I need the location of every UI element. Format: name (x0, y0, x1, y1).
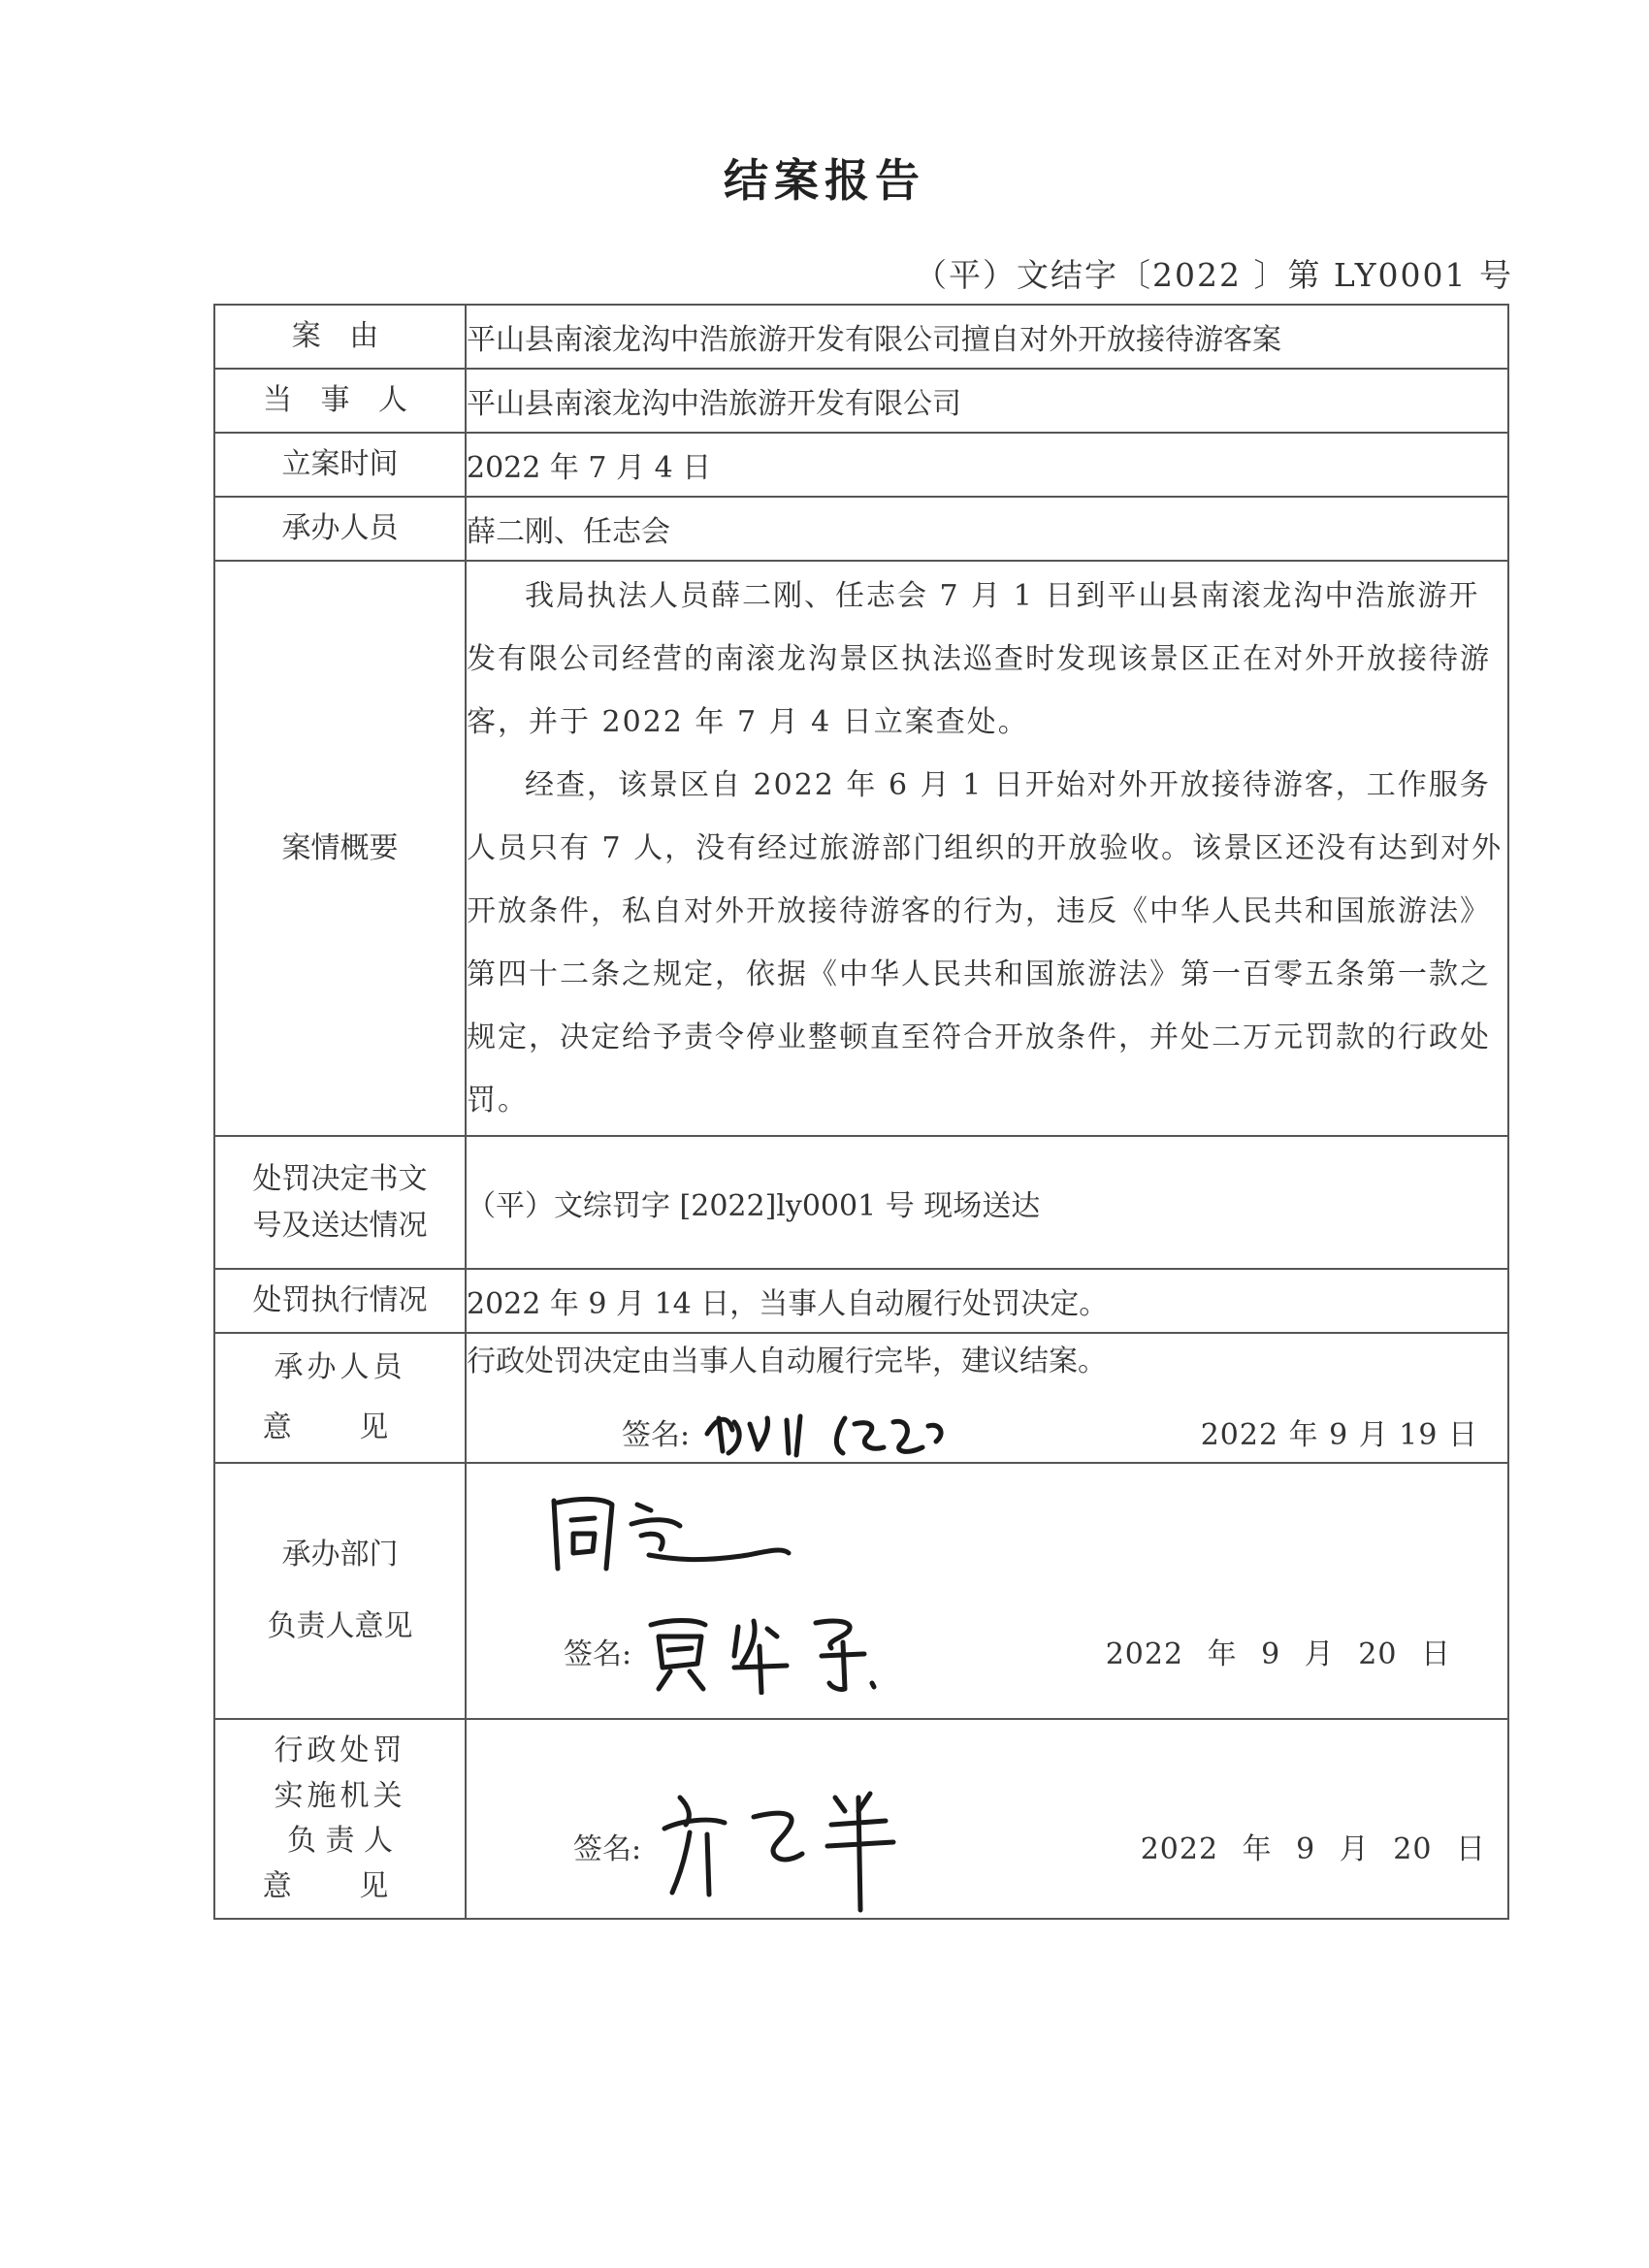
label-line: 意 见 (262, 1868, 418, 1903)
handler-signature (699, 1405, 990, 1459)
value-party: 平山县南滚龙沟中浩旅游开发有限公司 (466, 369, 1508, 433)
label-line: 处罚决定书文 (252, 1161, 428, 1196)
row-execution (214, 1269, 1508, 1333)
handler-sign-date: 2022 年 9 月 19 日 (1200, 1418, 1478, 1452)
row-dept-opinion (214, 1463, 1508, 1719)
report-title: 结案报告 (724, 154, 925, 207)
row-decision-doc (214, 1136, 1508, 1269)
summary-paragraph: 我局执法人员薛二刚、任志会 7 月 1 日到平山县南滚龙沟中浩旅游开发有限公司经营的南滚龙沟景区执法巡查时发现该景区正在对外开放接待游客，并于 2022 年 7 月 4 日立案查处。 (467, 579, 1491, 739)
value-filing-date: 2022 年 7 月 4 日 (466, 433, 1508, 497)
label-summary: 案情概要 (214, 561, 466, 1136)
agency-signature-line (573, 1778, 1486, 1914)
handler-opinion-text: 行政处罚决定由当事人自动履行完毕，建议结案。 (467, 1345, 1107, 1378)
value-execution: 2022 年 9 月 14 日，当事人自动履行处罚决定。 (466, 1269, 1508, 1333)
row-summary (214, 561, 1508, 1136)
value-handler-opinion (466, 1333, 1508, 1463)
case-closing-table (213, 304, 1509, 1920)
label-agency-opinion (214, 1719, 466, 1919)
label-decision-doc (214, 1136, 466, 1269)
label-handler-opinion (214, 1333, 466, 1463)
label-line: 实施机关 (274, 1778, 406, 1813)
dept-handwritten-opinion (544, 1491, 796, 1586)
row-party (214, 369, 1508, 433)
value-agency-opinion (466, 1719, 1508, 1919)
label-line: 号及送达情况 (252, 1208, 428, 1243)
label-handlers: 承办人员 (214, 497, 466, 561)
row-handler-opinion (214, 1333, 1508, 1463)
dept-sign-date: 2022 年 9 月 20 日 (1105, 1637, 1451, 1671)
sign-label: 签名: (573, 1832, 642, 1866)
row-agency-opinion (214, 1719, 1508, 1919)
value-summary (466, 561, 1508, 1136)
sign-label: 签名: (564, 1637, 632, 1671)
label-line: 负责人意见 (267, 1609, 413, 1643)
label-filing-date: 立案时间 (214, 433, 466, 497)
dept-signature-line (564, 1607, 1451, 1695)
label-line: 承办部门 (281, 1538, 399, 1571)
value-handlers: 薛二刚、任志会 (466, 497, 1508, 561)
value-case-reason: 平山县南滚龙沟中浩旅游开发有限公司擅自对外开放接待游客案 (466, 305, 1508, 369)
value-decision-doc: （平）文综罚字 [2022]ly0001 号 现场送达 (466, 1136, 1508, 1269)
label-line: 意 见 (262, 1410, 418, 1444)
agency-sign-date: 2022 年 9 月 20 日 (1140, 1832, 1486, 1866)
sign-label: 签名: (622, 1418, 691, 1452)
row-filing-date (214, 433, 1508, 497)
label-line: 承办人员 (274, 1350, 406, 1384)
value-dept-opinion (466, 1463, 1508, 1719)
label-execution: 处罚执行情况 (214, 1269, 466, 1333)
document-number: （平）文结字〔2022 〕第 LY0001 号 (914, 256, 1513, 294)
summary-paragraph: 经查，该景区自 2022 年 6 月 1 日开始对外开放接待游客，工作服务人员只有 7 人，没有经过旅游部门组织的开放验收。该景区还没有达到对外开放条件，私自对外开放接待游客的行为，违反《中华人民共和国旅游法》第四十二条之规定，依据《中华人民共和国旅游法》第一百零五条第一款之规定，决定给予责令停业整顿直至符合开放条件，并处二万元罚款的行政处罚。 (467, 768, 1504, 1118)
agency-signature (651, 1778, 903, 1914)
label-case-reason: 案 由 (214, 305, 466, 369)
label-line: 行政处罚 (274, 1733, 406, 1767)
dept-signature (641, 1607, 893, 1695)
row-case-reason (214, 305, 1508, 369)
label-dept-opinion (214, 1463, 466, 1719)
label-party: 当 事 人 (214, 369, 466, 433)
row-handlers (214, 497, 1508, 561)
label-line: 负 责 人 (286, 1824, 394, 1858)
handler-signature-line (467, 1405, 1507, 1459)
